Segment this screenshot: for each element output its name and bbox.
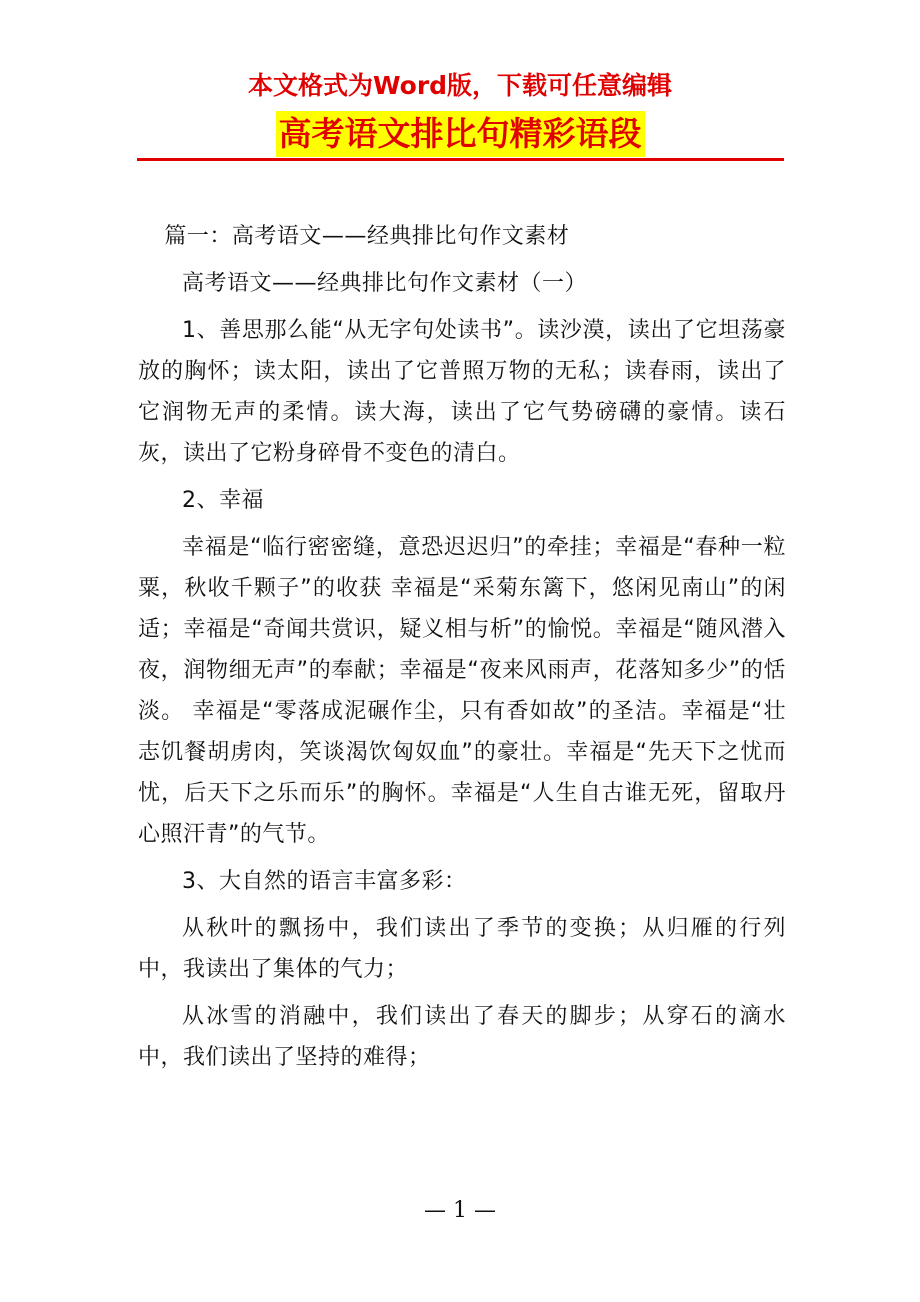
item-heading-nature: 3、大自然的语言丰富多彩： (182, 869, 467, 894)
subsection-heading: 高考语文——经典排比句作文素材（一） (182, 271, 588, 296)
page-number: — 1 — (424, 1198, 496, 1223)
title-divider (137, 158, 784, 161)
document-title: 高考语文排比句精彩语段 (276, 111, 645, 157)
format-notice: 本文格式为Word版，下载可任意编辑 (247, 71, 673, 100)
paragraph-happiness: 幸福是“临行密密缝，意恐迟迟归”的牵挂；幸福是“春种一粒粟，秋收千颗子”的收获 幸福是“采菊东篱下，悠闲见南山”的闲适；幸福是“奇闻共赏识，疑义相与析”的愉悦。幸福是“随风潜入夜，润物细无声”的奉献；幸福是“夜来风雨声，花落知多少”的恬淡。 幸福是“零落成泥碾作尘，只有香如故”的圣洁。幸福是“壮志饥餐胡虏肉，笑谈渴饮匈奴血”的豪壮。幸福是“先天下之忧而忧，后天下之乐而乐”的胸怀。幸福是“人生自古谁无死，留取丹心照汗青”的气节。 (138, 535, 787, 847)
paragraph-reading: 1、善思那么能“从无字句处读书”。读沙漠，读出了它坦荡豪放的胸怀；读太阳，读出了它普照万物的无私；读春雨，读出了它润物无声的柔情。读大海，读出了它气势磅礴的豪情。读石灰，读出了它粉身碎骨不变色的清白。 (138, 318, 786, 466)
paragraph-nature-1: 从秋叶的飘扬中，我们读出了季节的变换；从归雁的行列中，我读出了集体的气力； (138, 916, 786, 982)
title-container (0, 111, 920, 157)
section-heading: 篇一：高考语文——经典排比句作文素材 (164, 224, 570, 249)
document-body (138, 216, 786, 1084)
paragraph-nature-2: 从冰雪的消融中，我们读出了春天的脚步；从穿石的滴水中，我们读出了坚持的难得； (138, 1004, 786, 1070)
item-heading-happiness: 2、幸福 (182, 488, 264, 513)
